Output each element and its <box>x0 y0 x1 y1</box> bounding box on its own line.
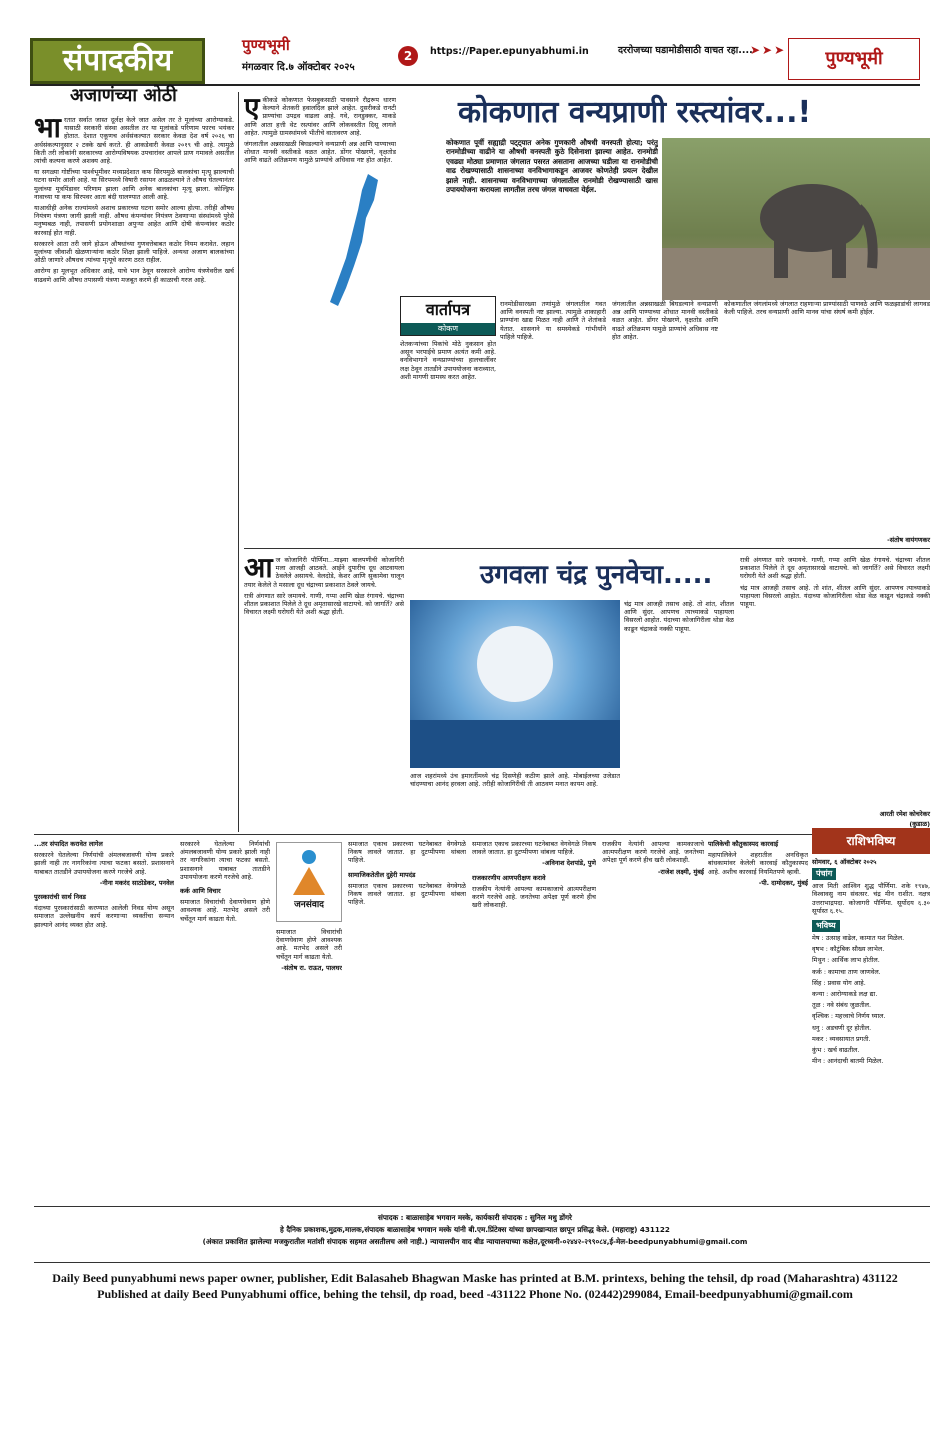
rashi-title: राशिभविष्य <box>846 834 896 848</box>
letter-title: राजकारणीय आणपरीक्षण करावे <box>472 873 546 882</box>
konkan-col2 <box>400 340 496 542</box>
letters-col3 <box>276 928 342 1200</box>
letter-author: -पी. दामोदकर, मुंबई <box>758 878 808 887</box>
letters-col6 <box>602 840 704 1200</box>
moon-col3 <box>624 600 734 828</box>
letters-col2 <box>180 840 270 1200</box>
letter-author: -राजेश लक्ष्मी, मुंबई <box>657 867 704 876</box>
letters-col7 <box>708 840 808 1200</box>
moon-para: ज कोजागिरी पौर्णिमा...माझ्या बालपणीची कोजागिरी मला आजही आठवते. आईने दुपारीच दूध आटवायला ठेवलेले असायचे. वेलदोडे, केशर आणि सुकामेवा घालून तयार केलेले ते मसाला दूध चंद्राच्या प्रकाशात ठेवले जायचे. <box>244 556 404 589</box>
konkan-author: -संतोष वायंगणकर <box>887 536 930 544</box>
masthead <box>30 38 920 86</box>
bhavishya-header: भविष्य <box>812 920 840 932</box>
moon-title: उगवला चंद्र पुनवेचा..... <box>480 560 713 590</box>
rashi-sign: मकर : व्यवसायात प्रगती. <box>812 1034 871 1043</box>
moon-photo <box>410 600 620 768</box>
konkan-map <box>308 170 396 310</box>
letter-body: समाजात एकाच प्रकारच्या घटनेबाबत वेगवेगळे निकष लावले जातात. हा दुटप्पीपणा थांबला पाहिजे. <box>348 881 466 907</box>
section-banner: संपादकीय <box>30 38 205 84</box>
brand-name: पुण्यभूमी <box>242 36 290 54</box>
panchang-text: आज मिती आश्विन शुद्ध पौर्णिमा. शके १९४७, विश्वावसु नाम संवत्सर. चंद्र मीन राशीत. नक्षत्र उत्तराभाद्रपदा. कोजागरी पौर्णिमा. सूर्योदय ६.३० सूर्यास्त ६.१५. <box>812 882 930 915</box>
konkan-para: रानमोडीसारख्या तणांमुळे जंगलातील गवत आणि वनस्पती नष्ट झाल्या. त्यामुळे शाकाहारी प्राण्यांना खाद्य मिळत नाही आणि ते शेतांकडे येतात. शासनाने या समस्येकडे गांभीर्याने पाहिले पाहिजे. <box>500 300 606 341</box>
letter-body: समाजात एकाच प्रकारच्या घटनेबाबत वेगवेगळे निकष लावले जातात. हा दुटप्पीपणा थांबला पाहिजे. <box>472 840 596 857</box>
dropcap: आ <box>244 556 273 584</box>
rashi-sign: कुंभ : खर्च वाढतील. <box>812 1046 860 1055</box>
letter-title: कर्क आणि विचार <box>180 887 221 896</box>
letters-col1 <box>34 840 174 1200</box>
letter-title: पालिकेची कौतुकास्पद कारवाई <box>708 840 779 848</box>
rashi-sign: मिथुन : आर्थिक लाभ होतील. <box>812 956 880 965</box>
rashi-sign: कन्या : आरोग्याकडे लक्ष द्या. <box>812 990 878 999</box>
brand-logo: पुण्यभूमी <box>788 38 920 80</box>
konkan-para: जंगलातील अन्नसाखळी बिघडल्याने वन्यप्राणी अन्न आणि पाण्याच्या शोधात मानवी वस्तीकडे वळत आहेत. डोंगर पोखरणे, वृक्षतोड आणि वाढते अतिक्रमण यामुळे प्राण्यांचे अधिवास नष्ट होत आहेत. <box>244 140 396 165</box>
editorial-title: अजाणंच्या ओठी <box>70 85 177 106</box>
panchang-header: पंचांग <box>812 868 836 880</box>
epaper-link[interactable]: https://Paper.epunyabhumi.in <box>430 46 589 57</box>
letters-col5 <box>472 840 596 1200</box>
letter-body: समाजात एकाच प्रकारच्या घटनेबाबत वेगवेगळे निकष लावले जातात. हा दुटप्पीपणा थांबला पाहिजे. <box>348 840 466 865</box>
letter-title: सामाजिकतेतील दुहेरी मापदंड <box>348 870 416 879</box>
moon-col2 <box>410 772 620 828</box>
letter-title: ...तर संपादित करावेत लागेल <box>34 840 103 848</box>
moon-col1 <box>244 556 404 828</box>
rashi-sign: तूळ : नवे संबंध जुळतील. <box>812 1001 872 1010</box>
rashi-sign: वृषभ : कौटुंबिक सौख्य लाभेल. <box>812 945 885 954</box>
column-label <box>400 296 496 336</box>
letter-body: राजकीय नेत्यांनी आपल्या कामकाजाचे आत्मपरीक्षण करणे गरजेचे आहे. जनतेच्या अपेक्षा पूर्ण करणे हीच खरी लोकशाही. <box>472 884 596 910</box>
footer <box>30 1210 920 1247</box>
rashi-sign: वृश्चिक : महत्त्वाचे निर्णय घ्याल. <box>812 1012 886 1021</box>
rashi-header <box>812 828 930 854</box>
letter-author: -संतोष रा. राऊत, पालघर <box>281 963 342 972</box>
moon-para: आज शहरांमध्ये उंच इमारतींमध्ये चंद्र दिसणेही कठीण झाले आहे. मोबाईलच्या उजेडात चांदण्याचा आनंद हरवला आहे. तरीही कोजागिरीची ती आठवण मनात कायम आहे. <box>410 772 620 789</box>
konkan-col4 <box>612 300 718 542</box>
letter-body: राजकीय नेत्यांनी आपल्या कामकाजाचे आत्मपरीक्षण करणे गरजेचे आहे. जनतेच्या अपेक्षा पूर्ण करणे हीच खरी लोकशाही. <box>602 840 704 865</box>
letter-title: पुरस्कारांची सार्थ निवड <box>34 893 86 902</box>
moon-author: आरती रमेश कोचरेकर <box>879 810 930 818</box>
letter-body: समाजात विचारांची देवाणघेवाण होणे आवश्यक आहे. मतभेद असले तरी चर्चेतून मार्ग काढता येतो. <box>276 928 342 961</box>
editorial-para: या सगळ्या गोष्टींच्या पार्श्वभूमीवर मध्यप्रदेशात कफ सिरपमुळे बालकांचा मृत्यू झाल्याची घटना समोर आली आहे. या सिरपमध्ये विषारी रसायन आढळल्याने ते औषध घेतल्यानंतर मुलांच्या मूत्रपिंडावर परिणाम झाला आणि अनेक बालकांचा मृत्यू झाला. कोल्ड्रिफ नावाच्या या कफ सिरपवर आता बंदी घालण्यात आली आहे. <box>34 168 234 201</box>
letter-body: सरकारने घेतलेल्या निर्णयांची अंमलबजावणी योग्य प्रकारे झाली नाही तर नागरिकांना त्याचा फटका बसतो. प्रशासनाने याबाबत तातडीने उपाययोजना करणे गरजेचे आहे. <box>180 840 270 881</box>
janasamvad-logo <box>276 842 342 922</box>
moon-para: चंद्र मात्र आजही तसाच आहे. तो शांत, शीतल आणि सुंदर. आपणच त्याच्याकडे पाहायला विसरलो आहोत. यंदाच्या कोजागिरीला थोडा वेळ काढून चंद्राकडे नक्की पाहूया. <box>624 600 734 633</box>
editorial-para: आरोग्य हा मूलभूत अधिकार आहे, याचे भान ठेवून सरकारने आरोग्य यंत्रणेवरील खर्च वाढवणे आणि औषध तपासणी यंत्रणा मजबूत करणे ही काळाची गरज आहे. <box>34 267 234 284</box>
rashi-column <box>812 858 930 1198</box>
moon-para: रात्री अंगणात सारे जमायचे. गाणी, गप्पा आणि खेळ रंगायचे. चंद्राच्या शीतल प्रकाशात पिलेले ते दूध अमृतासारखे वाटायचे. को जागर्ति? असे विचारत लक्ष्मी घरोघरी येते अशी श्रद्धा होती. <box>740 556 930 581</box>
letter-body: समाजात विचारांची देवाणघेवाण होणे आवश्यक आहे. मतभेद असले तरी चर्चेतून मार्ग काढता येतो. <box>180 898 270 923</box>
letter-body: यंदाच्या पुरस्कारांसाठी करण्यात आलेली निवड योग्य असून समाजात उल्लेखनीय कार्य करणाऱ्या व्यक्तींचा सन्मान झाल्याने आनंद व्यक्त होत आहे. <box>34 904 174 929</box>
konkan-col1 <box>244 96 396 542</box>
konkan-col5 <box>724 300 930 530</box>
dropcap: ए <box>244 96 260 124</box>
moon-place: (कुडाळ) <box>909 820 930 828</box>
rashi-sign: सिंह : प्रवास योग आहे. <box>812 978 866 987</box>
letter-body: सरकारने घेतलेल्या निर्णयांची अंमलबजावणी योग्य प्रकारे झाली नाही तर नागरिकांना त्याचा फटका बसतो. प्रशासनाने याबाबत तातडीने उपाययोजना करणे गरजेचे आहे. <box>34 851 174 876</box>
moon-para: रात्री अंगणात सारे जमायचे. गाणी, गप्पा आणि खेळ रंगायचे. चंद्राच्या शीतल प्रकाशात पिलेले ते दूध अमृतासारखे वाटायचे. को जागर्ति? असे विचारत लक्ष्मी घरोघरी येते अशी श्रद्धा होती. <box>244 591 404 617</box>
rashi-sign: मीन : आनंदाची बातमी मिळेल. <box>812 1057 884 1066</box>
janasamvad-label: जनसंवाद <box>294 900 324 911</box>
rashi-sign: मेष : उत्साह वाढेल, कामात यश मिळेल. <box>812 934 905 943</box>
editorial-column <box>34 116 234 836</box>
konkan-para: कीकडे कोकणात फेसबुकसाठी पावसाने रौद्ररूप धारण केल्याने शेतकरी हवालदिल झाले आहेत. दुसरीकडे रानटी प्राण्यांचा उपद्रव वाढला आहे. गवे, रानडुक्कर, माकडे आणि आता हत्ती थेट रस्त्यांवर आणि लोकवस्तीत दिसू लागले आहेत. त्यामुळे ग्रामस्थांमध्ये भीतीचे वातावरण आहे. <box>244 96 396 137</box>
konkan-col3 <box>500 300 606 542</box>
moon-col4 <box>740 556 930 806</box>
dropcap: भा <box>34 116 61 144</box>
editorial-para: रतात सर्वात जास्त दूर्लक्ष केले जात असेल तर ते मूलांच्या आरोग्याकडे. यासाठी सरकारी संस्था असतील तर या मूलांकडे परिणाम फारच भयंकर होतात. देशात एकूणच अर्थसंकल्पात सरकार केवळ देश वर्ष २०२६ चा अर्थसंकल्पानुसार २ टक्के खर्च करते. ही आकडेवारी केवळ २०१९ ची आहे. त्यामुळे किती तरी लोकांनी सरकारच्या आरोग्यविषयक उपचारांवर आपले प्राण गमावले असतील त्यांची कल्पना करणे अशक्य आहे. <box>34 116 234 166</box>
elephant-photo <box>662 138 930 300</box>
page-number: 2 <box>398 46 418 66</box>
rashi-sign: कर्क : कामाचा ताण जाणवेल. <box>812 967 881 976</box>
arrows-icon: ➤➤➤ <box>750 43 787 57</box>
editorial-para: सरकारने आता तरी जागे होऊन औषधांच्या गुणवत्तेबाबत कठोर नियम करावेत. लहान मुलांच्या जीवाशी खेळणाऱ्यांना कठोर शिक्षा झाली पाहिजे. अन्यथा अजाण बालकांच्या ओठी जाणारे औषधच त्यांच्या मृत्यूचे कारण ठरत राहील. <box>34 239 234 265</box>
tagline: दररोजच्या घडामोडीसाठी वाचत रहा.... <box>618 45 753 56</box>
rashi-sign: धनु : अडचणी दूर होतील. <box>812 1023 872 1032</box>
label-text: वार्तापत्र <box>425 300 471 319</box>
footer-line1: हे दैनिक प्रकाशक,मुद्रक,मालक,संपादक बाळासाहेब भगवान मस्के यांनी बी.एम.प्रिंटेक्स यांच्या छापखान्यात छापून प्रसिद्ध केले. (महाराष्ट्र) 431122 <box>280 1225 670 1235</box>
konkan-para: जंगलातील अन्नसाखळी बिघडल्याने वन्यप्राणी अन्न आणि पाण्याच्या शोधात मानवी वस्तीकडे वळत आहेत. डोंगर पोखरणे, वृक्षतोड आणि वाढते अतिक्रमण यामुळे प्राण्यांचे अधिवास नष्ट होत आहेत. <box>612 300 718 341</box>
letter-author: -नीना मकरंद साठोडेकर, पनवेल <box>99 878 174 887</box>
rashi-date: सोमवार, ६ ऑक्टोबर २०२५ <box>812 858 877 866</box>
footer-line2: (अंकात प्रकाशित झालेल्या मजकुरातील मतांशी संपादक सहमत असतीलच असे नाही.) न्यायालयीन वाद बीड न्यायालयाच्या कक्षेत,दूरध्वनी-०२४४२-२९९०८४,ई-मेल-beedpunyabhumi@gmail.com <box>202 1237 748 1247</box>
konkan-title: कोकणात वन्यप्राणी रस्त्यांवर...! <box>458 95 812 130</box>
letter-author: -अविनाश देशपांडे, पुणे <box>542 859 596 868</box>
footer-en2: Published at daily Beed Punyabhumi office, behing the tehsil, dp road, beed -431122 Phone No. (02442)299084, Email-beedpunyabhumi@gmail.com <box>97 1287 853 1301</box>
konkan-para: शेतकऱ्यांच्या पिकांचे मोठे नुकसान होत असून भरपाईचे प्रमाण अत्यंत कमी आहे. वनविभागाने वन्यप्राण्यांच्या हालचालींवर लक्ष ठेवून तातडीने उपाययोजना कराव्यात, अशी मागणी ग्रामस्थ करत आहेत. <box>400 340 496 381</box>
konkan-para: कोकणातील जंगलांमध्ये जंगलात राहणाऱ्या प्राण्यांसाठी पाणवठे आणि फळझाडांची लागवड केली पाहिजे. तरच वन्यप्राणी आणि मानव यांचा संघर्ष कमी होईल. <box>724 300 930 317</box>
konkan-intro: कोकणात पूर्वी सह्याद्री पट्ट्यात अनेक गुणकारी औषधी वनस्पती होत्या; परंतु रानमोडीच्या वाढीने या औषधी वनस्पती कुठे दिसेनाशा झाल्या आहेत. रानमोडी एवढ्या मोठ्या प्रमाणात जंगलात पसरत असताना आजच्या घडीला या रानमोडीची वाढ रोखण्यासाठी शासनाच्या वनविभागाकडून आजवर कोणतेही प्रयत्न देखील झाले नाही. शासनाच्या वनविभागाच्या जंगलातील रानमोडी रोखण्यासाठी खास उपाययोजना करायला लागतील तरच जंगल वाचवता येईल. <box>446 138 658 195</box>
label-sub: कोकण <box>401 323 495 335</box>
letters-col4 <box>348 840 466 1200</box>
date-line: मंगळवार दि.७ ऑक्टोबर २०२५ <box>242 62 355 73</box>
footer-editor: संपादक : बाळासाहेब भगवान मस्के, कार्यकारी संपादक : सुनिल मधु डोंगरे <box>377 1213 572 1222</box>
editorial-para: याआधीही अनेक राज्यांमध्ये अशाच प्रकारच्या घटना समोर आल्या होत्या. तरीही औषध नियंत्रण यंत्रणा जागी झाली नाही. औषध कंपन्यांवर नियंत्रण ठेवणाऱ्या संस्थांमध्ये पुरेसे मनुष्यबळ नाही, तपासणी प्रयोगशाळा अपुऱ्या आहेत आणि दोषी कंपन्यांवर कठोर कारवाई होत नाही. <box>34 204 234 237</box>
moon-para: चंद्र मात्र आजही तसाच आहे. तो शांत, शीतल आणि सुंदर. आपणच त्याच्याकडे पाहायला विसरलो आहोत. यंदाच्या कोजागिरीला थोडा वेळ काढून चंद्राकडे नक्की पाहूया. <box>740 583 930 609</box>
footer-en1: Daily Beed punyabhumi news paper owner, publisher, Edit Balasaheb Bhagwan Maske has printed at B.M. printexs, behing the tehsil, dp road (Maharashtra) 431122 <box>52 1271 898 1285</box>
footer-english <box>30 1270 920 1302</box>
letter-body: महापालिकेने शहरातील अनधिकृत बांधकामांवर केलेली कारवाई कौतुकास्पद आहे. अशीच कारवाई नियमितपणे व्हावी. <box>708 851 808 876</box>
